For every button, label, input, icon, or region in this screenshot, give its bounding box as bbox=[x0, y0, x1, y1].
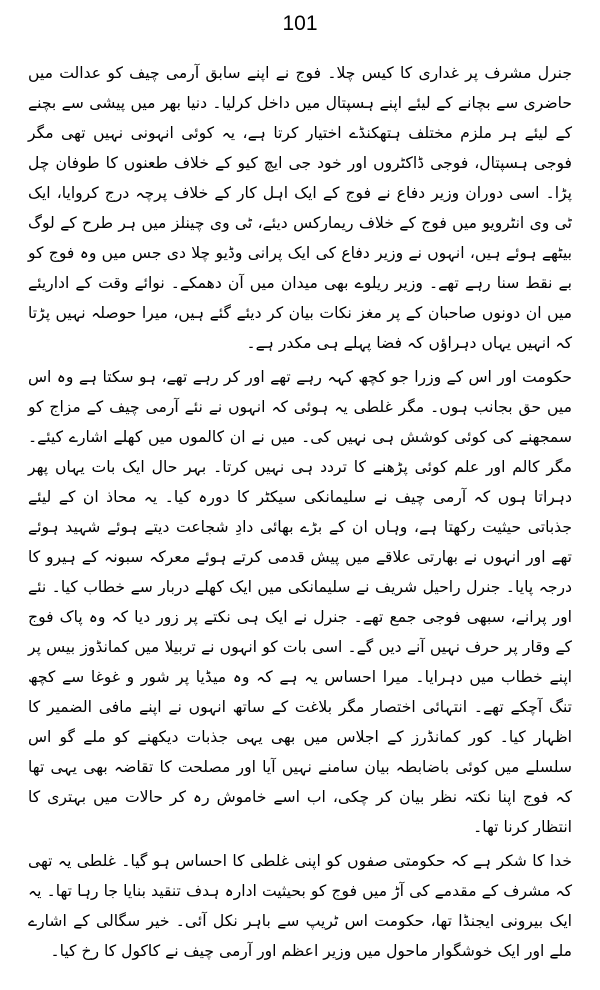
paragraph: حکومت اور اس کے وزرا جو کچھ کہہ رہے تھے اور کر رہے تھے، ہو سکتا ہے وہ اس میں حق بجانب ہوں۔ مگر غلطی یہ ہوئی کہ انہوں نے نئے آرمی چیف کے مزاج کو سمجھنے کی کوئی کوشش ہی نہیں کی۔ میں نے ان کالموں میں کھلے اشارے کیئے۔ مگر کالم اور علم کوئی پڑھنے کا تردد ہی نہیں کرتا۔ بہر حال ایک بات یہاں پھر دہراتا ہوں کہ آرمی چیف نے سلیمانکی سیکٹر کا دورہ کیا۔ یہ محاذ ان کے لیئے جذباتی حیثیت رکھتا ہے، وہاں ان کے بڑے بھائی دادِ شجاعت دیتے ہوئے شہید ہوئے تھے اور انہوں نے بھارتی علاقے میں پیش قدمی کرتے ہوئے معرکہ سبونہ کے ہیرو کا درجہ پایا۔ جنرل راحیل شریف نے سلیمانکی میں ایک کھلے دربار سے خطاب کیا۔ نئے اور پرانے، سبھی فوجی جمع تھے۔ جنرل نے ایک ہی نکتے پر زور دیا کہ وہ پاک فوج کے وقار پر حرف نہیں آنے دیں گے۔ اسی بات کو انہوں نے تربیلا میں کمانڈوز بیس پر اپنے خطاب میں دہرایا۔ میرا احساس یہ ہے کہ وہ میڈیا پر شور و غوغا سے کچھ تنگ آچکے تھے۔ انتہائی اختصار مگر بلاغت کے ساتھ انہوں نے اپنے مافی الضمیر کا اظہار کیا۔ کور کمانڈرز کے اجلاس میں بھی یہی جذبات دیکھنے کو ملے گو اس سلسلے میں کوئی باضابطہ بیان سامنے نہیں آیا اور مصلحت کا تقاضہ بھی یہی تھا کہ فوج اپنا نکتہ نظر بیان کر چکی، اب اسے خاموش رہ کر حالات میں بہتری کا انتظار کرنا تھا۔ bbox=[28, 368, 572, 836]
paragraph: خدا کا شکر ہے کہ حکومتی صفوں کو اپنی غلطی کا احساس ہو گیا۔ غلطی یہ تھی کہ مشرف کے مقدمے کی آڑ میں فوج کو بحیثیت ادارہ ہدف تنقید بنایا جا رہا تھا۔ یہ ایک بیرونی ایجنڈا تھا، حکومت اس ٹریپ سے باہر نکل آئی۔ خیر سگالی کے اشارے ملے اور ایک خوشگوار ماحول میں وزیر اعظم اور آرمی چیف نے کاکول کا رخ کیا۔ bbox=[28, 852, 572, 960]
page-number: 101 bbox=[282, 12, 318, 35]
paragraph: جنرل مشرف پر غداری کا کیس چلا۔ فوج نے اپنے سابق آرمی چیف کو عدالت میں حاضری سے بچانے کے لیئے اپنے ہسپتال میں داخل کرلیا۔ دنیا بھر میں پیشی سے بچنے کے لیئے ہر ملزم مختلف ہتھکنڈے اختیار کرتا ہے، یہ کوئی انہونی نہیں تھی مگر فوجی ہسپتال، فوجی ڈاکٹروں اور خود جی ایچ کیو کے خلاف طعنوں کا طوفان چل پڑا۔ اسی دوران وزیر دفاع نے فوج کے ایک اہل کار کے خلاف پرچہ درج کروایا، ایک ٹی وی انٹرویو میں فوج کے خلاف ریمارکس دیئے، ٹی وی چینلز میں ہر طرح کے لوگ بیٹھے ہوئے ہیں، انہوں نے وزیر دفاع کی ایک پرانی وڈیو چلا دی جس میں وہ فوج کو بے نقط سنا رہے تھے۔ وزیر ریلوے بھی میدان میں آن دھمکے۔ نوائے وقت کے اداریئے میں ان دونوں صاحبان کے پر مغز نکات بیان کر دیئے گئے ہیں، میرا حوصلہ نہیں پڑتا کہ انہیں یہاں دہراؤں کہ فضا پہلے ہی مکدر ہے۔ bbox=[28, 64, 572, 352]
article-body bbox=[28, 58, 572, 970]
